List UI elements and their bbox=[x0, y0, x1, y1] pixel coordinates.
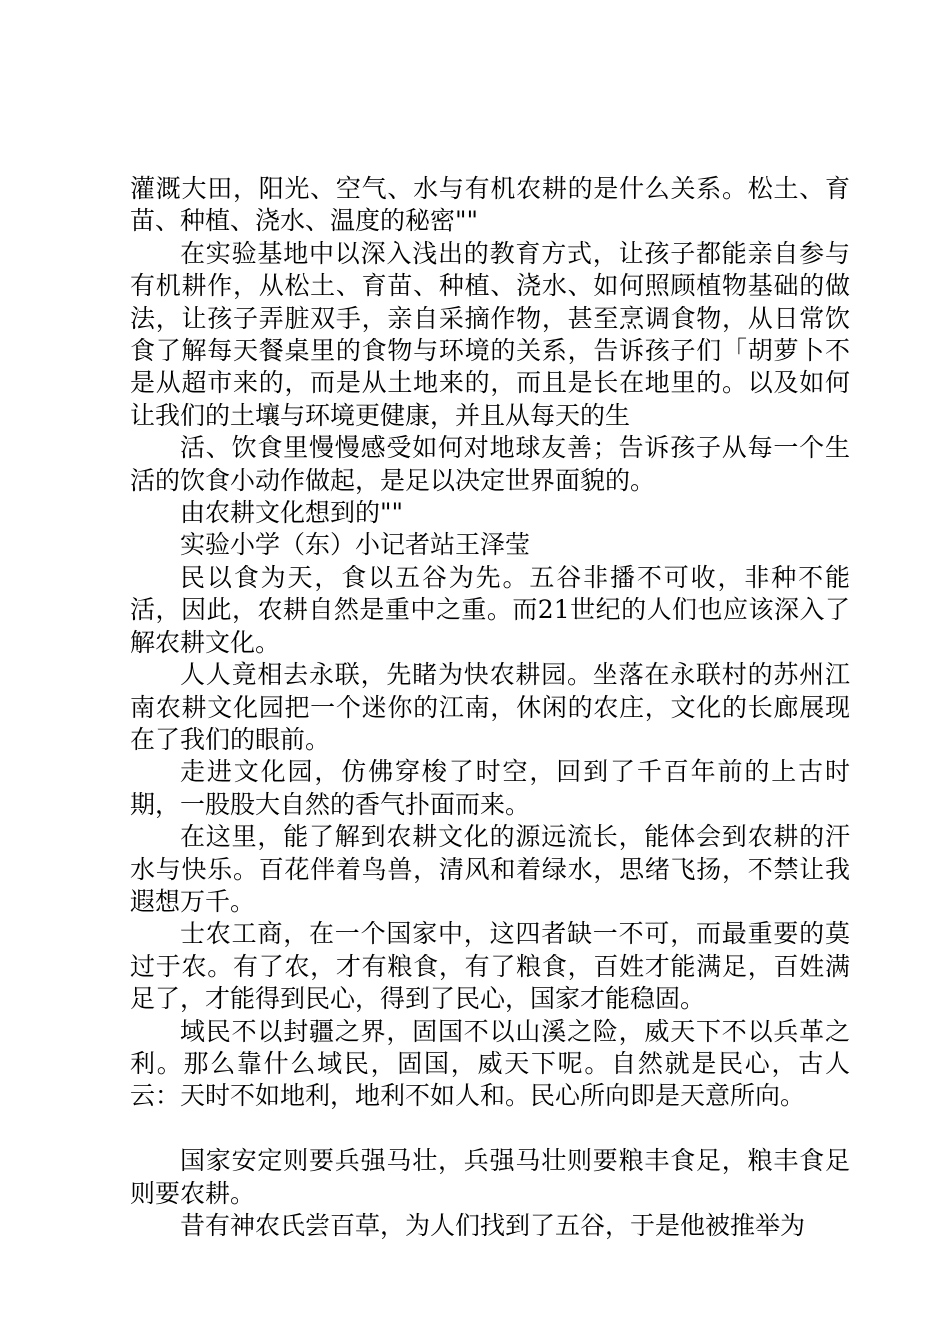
paragraph: 走进文化园，仿佛穿梭了时空，回到了千百年前的上古时期，一股股大自然的香气扑面而来。 bbox=[130, 757, 850, 819]
paragraph: 在实验基地中以深入浅出的教育方式，让孩子都能亲自参与有机耕作，从松土、育苗、种植、浇水、如何照顾植物基础的做法，让孩子弄脏双手，亲自采摘作物，甚至烹调食物，从日常饮食了解每天餐桌里的食物与环境的关系，告诉孩子们「胡萝卜不是从超市来的，而是从土地来的，而且是长在地里的。以及如何让我们的土壤与环境更健康，并且从每天的生 bbox=[130, 238, 850, 430]
paragraph: 活、饮食里慢慢感受如何对地球友善；告诉孩子从每一个生活的饮食小动作做起，是足以决定世界面貌的。 bbox=[130, 433, 850, 495]
paragraph: 灌溉大田，阳光、空气、水与有机农耕的是什么关系。松土、育苗、种植、浇水、温度的秘密"" bbox=[130, 174, 850, 236]
document-body bbox=[130, 173, 850, 1242]
paragraph: 昔有神农氏尝百草，为人们找到了五谷，于是他被推举为 bbox=[180, 1210, 806, 1240]
paragraph: 在这里，能了解到农耕文化的源远流长，能体会到农耕的汗水与快乐。百花伴着鸟兽，清风和着绿水，思绪飞扬，不禁让我遐想万千。 bbox=[130, 822, 850, 916]
paragraph: 实验小学（东）小记者站王泽莹 bbox=[180, 530, 531, 560]
paragraph: 由农耕文化想到的"" bbox=[180, 498, 403, 528]
paragraph: 域民不以封疆之界，固国不以山溪之险，威天下不以兵革之利。那么靠什么域民，固国，威天下呢。自然就是民心，古人云：天时不如地利，地利不如人和。民心所向即是天意所向。 bbox=[130, 1016, 850, 1111]
paragraph: 人人竟相去永联，先睹为快农耕园。坐落在永联村的苏州江南农耕文化园把一个迷你的江南，休闲的农庄，文化的长廊展现在了我们的眼前。 bbox=[130, 660, 850, 754]
paragraph: 士农工商，在一个国家中，这四者缺一不可，而最重要的莫过于农。有了农，才有粮食，有了粮食，百姓才能满足，百姓满足了，才能得到民心，得到了民心，国家才能稳固。 bbox=[130, 919, 850, 1014]
blank-line bbox=[130, 1113, 850, 1145]
paragraph: 民以食为天，食以五谷为先。五谷非播不可收，非种不能活，因此，农耕自然是重中之重。而21世纪的人们也应该深入了解农耕文化。 bbox=[130, 562, 850, 657]
paragraph: 国家安定则要兵强马壮，兵强马壮则要粮丰食足，粮丰食足则要农耕。 bbox=[130, 1146, 850, 1208]
